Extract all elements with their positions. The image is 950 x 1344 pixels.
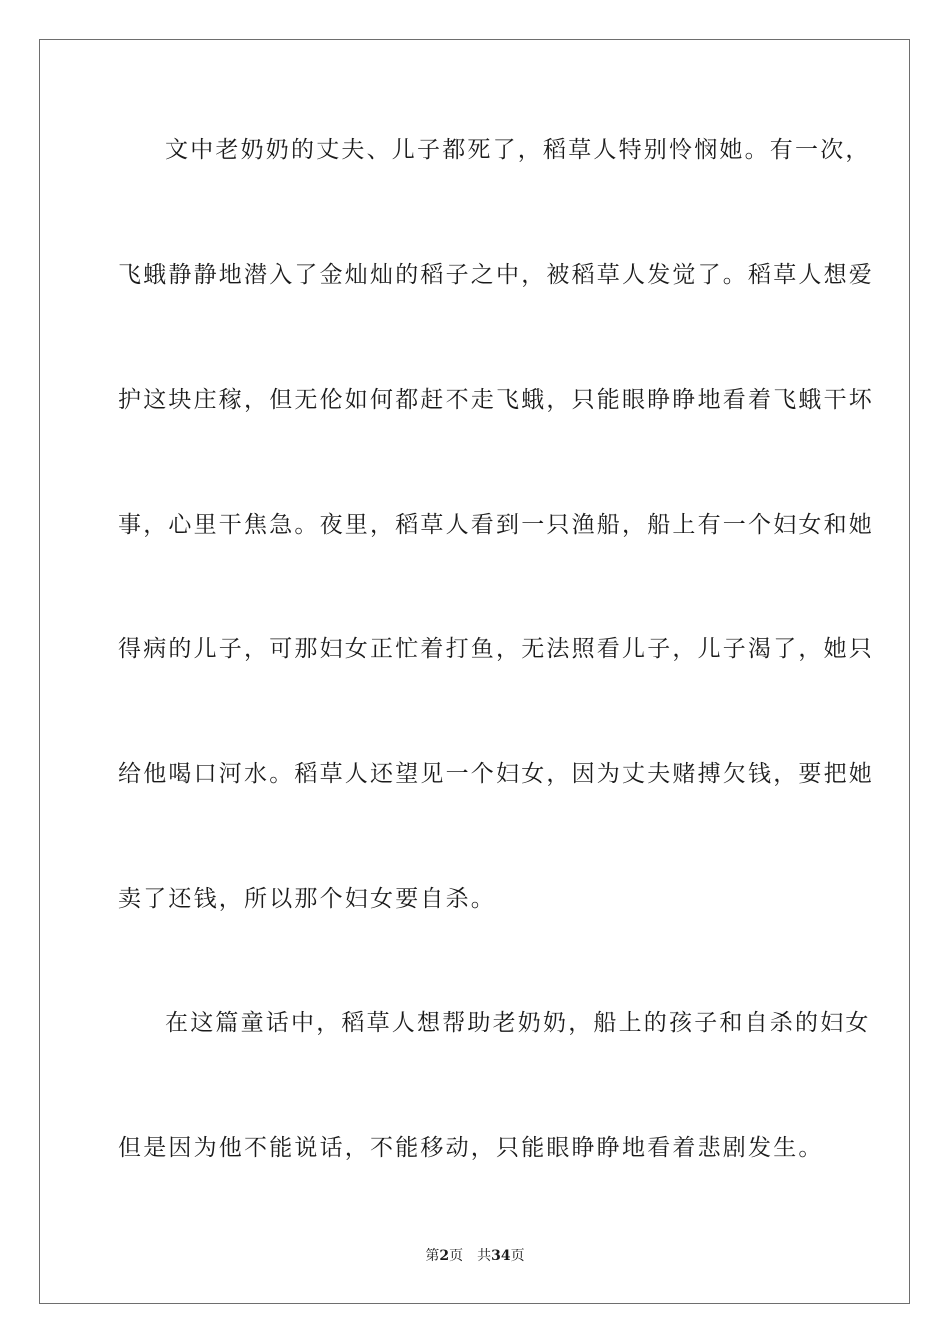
paragraph-line: 文中老奶奶的丈夫、儿子都死了，稻草人特别怜悯她。有一次， <box>165 137 871 163</box>
page-prefix: 第 <box>425 1248 440 1264</box>
total-suffix: 页 <box>510 1248 525 1264</box>
paragraph-line: 事，心里干焦急。夜里，稻草人看到一只渔船，船上有一个妇女和她 <box>118 512 874 538</box>
page-border <box>39 39 910 1304</box>
paragraph-line: 飞蛾静静地潜入了金灿灿的稻子之中，被稻草人发觉了。稻草人想爱 <box>118 262 874 288</box>
page-number: 2 <box>439 1248 450 1264</box>
total-prefix: 共 <box>477 1248 492 1264</box>
paragraph-line: 在这篇童话中，稻草人想帮助老奶奶，船上的孩子和自杀的妇女 <box>165 1010 871 1036</box>
paragraph-line: 给他喝口河水。稻草人还望见一个妇女，因为丈夫赌搏欠钱，要把她 <box>118 761 874 787</box>
page-footer <box>0 1247 950 1265</box>
paragraph-line: 得病的儿子，可那妇女正忙着打鱼，无法照看儿子，儿子渴了，她只 <box>118 636 874 662</box>
paragraph-line: 卖了还钱，所以那个妇女要自杀。 <box>118 886 496 912</box>
total-pages: 34 <box>491 1248 511 1264</box>
paragraph-line: 但是因为他不能说话，不能移动，只能眼睁睁地看着悲剧发生。 <box>118 1135 824 1161</box>
paragraph-line: 护这块庄稼，但无伦如何都赶不走飞蛾，只能眼睁睁地看着飞蛾干坏 <box>118 387 874 413</box>
page-suffix: 页 <box>449 1248 464 1264</box>
